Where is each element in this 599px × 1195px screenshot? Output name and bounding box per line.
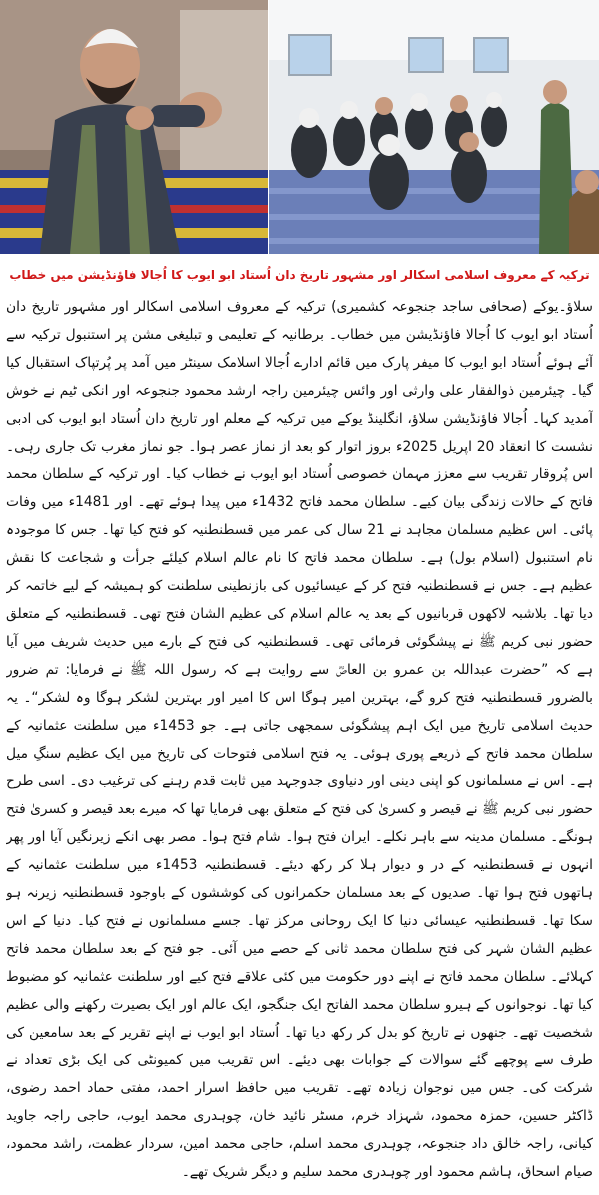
headline: ترکیہ کے معروف اسلامی اسکالر اور مشہور تاریخ دان اُستاد ابو ایوب کا اُجالا فاؤنڈیشن میں خطاب [9,268,590,282]
article-paragraph: سلاؤ۔یوکے (صحافی ساجد جنجوعہ کشمیری) ترکیہ کے معروف اسلامی اسکالر اور مشہور تاریخ دان اُستاد ابو ایوب کا اُجالا فاؤنڈیشن میں خطاب۔ برطانیہ کے تعلیمی و تبلیغی مشن پر استنبول ترکیہ سے آئے ہوئے اُستاد ابو ایوب کا میفر پارک میں قائم ادارے اُجالا اسلامک سینٹر میں آمد پر پُرتپاک استقبال کیا گیا۔ چیئرمین ذوالفقار علی وارثی اور وائس چیئرمین راجہ ارشد محمود جنجوعہ اور انکی ٹیم نے خوش آمدید کہا۔ اُجالا فاؤنڈیشن سلاؤ، انگلینڈ یوکے میں ترکیہ کے معلم اور تاریخ دان اُستاد ابو ایوب کی ادبی نشست کا انعقاد 20 اپریل 2025ء بروز اتوار کو بعد از نماز عصر ہوا۔ جو نماز مغرب تک جاری رہی۔ اس پُروقار تقریب سے معزز مہمان خصوصی اُستاد ابو ایوب نے خطاب کیا۔ اور ترکیہ کے سلطان محمد فاتح کے حالات زندگی بیان کیے۔ سلطان محمد فاتح 1432ء میں پیدا ہوئے تھے۔ اور 1481ء میں وفات پائی۔ اس عظیم مسلمان مجاہد نے 21 سال کی عمر میں قسطنطنیہ کو فتح کیا تھا۔ جس کا موجودہ نام استنبول (اسلام بول) ہے۔ سلطان محمد فاتح کا نام عالم اسلام کیلئے جرأت و شجاعت کا نقش عظیم ہے۔ جس نے قسطنطنیہ فتح کر کے عیسائیوں کی بازنطینی سلطنت کو ہمیشہ کے لیے خاتمہ کر دیا تھا۔ بلاشبہ لاکھوں قربانیوں کے بعد یہ عالم اسلام کی عظیم الشان فتح تھی۔ قسطنطنیہ کے متعلق حضور نبی کریم ﷺ نے پیشگوئی فرمائی تھی۔ قسطنطنیہ کی فتح کے بارے میں حدیث شریف میں آیا ہے کہ ”حضرت عبداللہ بن عمرو بن العاصؓ سے روایت ہے کہ رسول اللہ ﷺ نے فرمایا: تم ضرور بالضرور قسطنطنیہ فتح کرو گے، بہترین امیر ہوگا اس کا امیر اور بہترین لشکر ہوگا وہ لشکر“۔ یہ حدیث اسلامی تاریخ میں ایک اہم پیشگوئی سمجھی جاتی ہے۔ جو 1453ء میں سلطنت عثمانیہ کے سلطان محمد فاتح کے ذریعے پوری ہوئی۔ یہ فتح اسلامی فتوحات کی تاریخ میں ایک عظیم سنگِ میل ہے۔ اس نے مسلمانوں کو اپنی دینی اور دنیاوی جدوجہد میں ثابت قدم رہنے کی ترغیب دی۔ اسی طرح حضور نبی کریم ﷺ نے قیصر و کسریٰ کی فتح کے متعلق بھی فرمایا تھا کہ میرے بعد قیصر و کسریٰ فتح ہونگے۔ مسلمان مدینہ سے باہر نکلے۔ ایران فتح ہوا۔ شام فتح ہوا۔ مصر بھی انکے زیرنگیں آیا اور پھر انہوں نے قسطنطنیہ کے در و دیوار ہلا کر رکھ دیئے۔ قسطنطنیہ 1453ء میں سلطنت عثمانیہ کے ہاتھوں فتح ہوا تھا۔ صدیوں کے بعد مسلمان حکمرانوں کی کوششوں کے باوجود قسطنطنیہ زیرنہ ہو سکا تھا۔ قسطنطنیہ عیسائی دنیا کا ایک روحانی مرکز تھا۔ جسے مسلمانوں نے فتح کیا۔ دنیا کے اس عظیم الشان شہر کی فتح سلطان محمد ثانی کے حصے میں آئی۔ جو فتح کے بعد سلطان محمد فاتح کہلائے۔ سلطان محمد فاتح نے اپنے دور حکومت میں کئی علاقے فتح کیے اور سلطنت عثمانیہ کو مضبوط کیا تھا۔ نوجوانوں کے ہیرو سلطان محمد الفاتح ایک جنگجو، ایک عالم اور ایک بصیرت رکھنے والی عظیم شخصیت تھے۔ جنھوں نے تاریخ کو بدل کر رکھ دیا تھا۔ اُستاد ابو ایوب نے اپنے تقریر کے بعد سامعین کی طرف سے پوچھے گئے سوالات کے جوابات بھی دیئے۔ اس تقریب میں کمیونٹی کی ایک بڑی تعداد نے شرکت کی۔ جس میں نوجوان زیادہ تھے۔ تقریب میں حافظ اسرار احمد، مفتی حماد احمد رضوی، ڈاکٹر حسین، حمزہ محمود، شہزاد خرم، مسٹر نائید خان، چوہدری محمد ایوب، حاجی راجہ جاوید کیانی، راجہ خالق داد جنجوعہ، چوہدری محمد اسلم، حاجی محمد امین، سردار عظمت، راشد محمود، صیام اسحاق، ہاشم محمود اور چوہدری محمد سلیم و دیگر شریک تھے۔ [6,299,593,1181]
audience-photo [269,0,599,254]
photo-strip [0,0,599,254]
speaker-photo [0,0,268,254]
article-body [6,294,593,1190]
